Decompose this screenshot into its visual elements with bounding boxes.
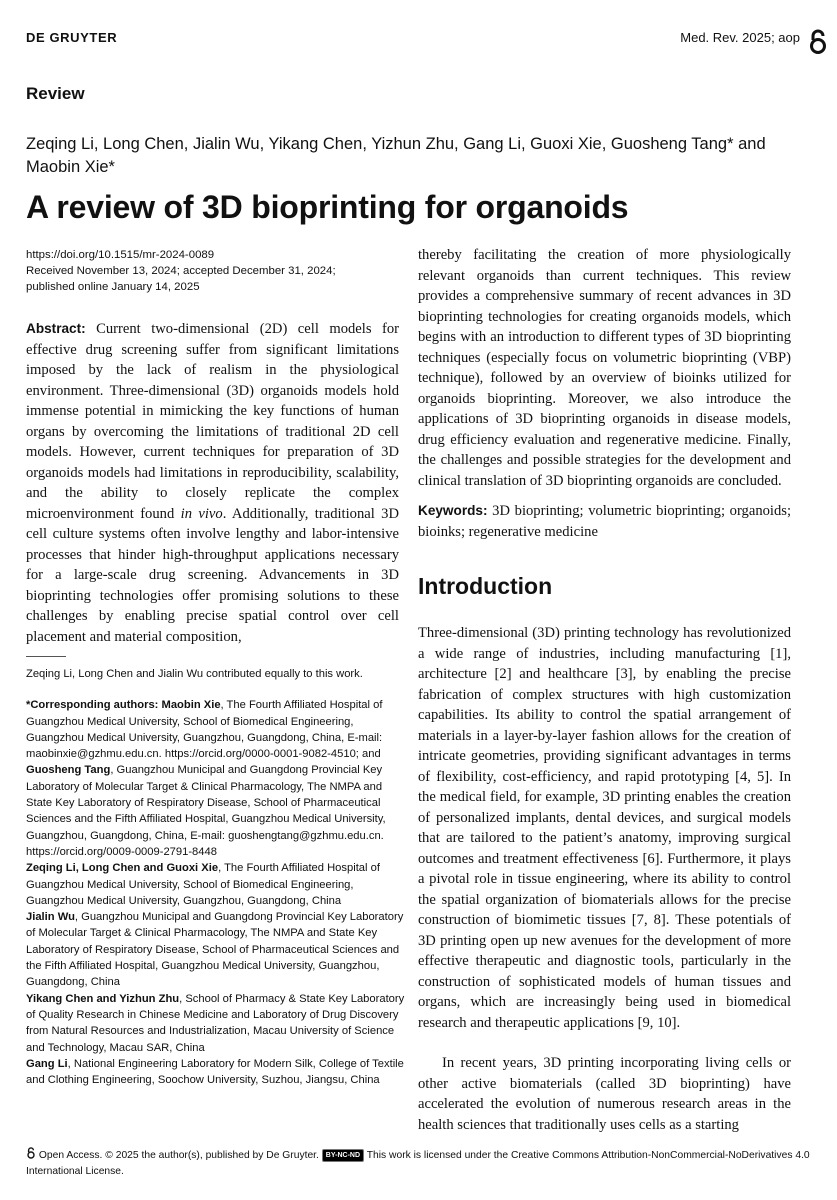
affiliation-1 (26, 860, 406, 909)
article-title: A review of 3D bioprinting for organoids (26, 189, 629, 225)
affiliation-3 (26, 991, 406, 1056)
abstract-label: Abstract: (26, 321, 86, 336)
corresponding-label: *Corresponding authors: Maobin Xie (26, 699, 221, 712)
article-metadata (26, 247, 396, 295)
license-text: This work is licensed under the Creative Commons Attribution-NonCommercial-NoDerivatives 4.0 International License. (26, 1150, 810, 1177)
affiliation-1-names: Zeqing Li, Long Chen and Guoxi Xie (26, 862, 219, 875)
tang-name: Guosheng Tang (26, 764, 111, 777)
xie-affiliation: , The Fourth Affiliated Hospital of Guangzhou Medical University, School of Biomedical Engineering, Guangzhou Medical University, Guangzhou, Guangdong, China, E-mail: maobinxie@gzhmu.edu.cn. https://orcid.org/0000-0001-9082-4510; (26, 699, 383, 761)
abstract-text-1: Current two-dimensional (2D) cell models for effective drug screening suffer from significant limitations imposed by the lack of realism in the physiological environment. Three-dimensional (3D) organoids models hold immense potential in mimicking the key functions of human organs by overcoming the limitations of traditional 2D cell models. However, current techniques for preparation of 3D organoids models had limitations in reproducibility, scalability, and the ability to closely replicate the complex microenvironment found (26, 321, 399, 522)
publisher-name: DE GRUYTER (26, 30, 118, 45)
article-type: Review (26, 84, 85, 103)
published-date: published online January 14, 2025 (26, 281, 200, 293)
license-notice (26, 1147, 816, 1180)
and-text: and (362, 748, 381, 761)
abstract-italic: in vivo (180, 505, 223, 522)
affiliation-1-text: , The Fourth Affiliated Hospital of Guangzhou Medical University, School of Biomedical Engineering, Guangzhou Medical University, Guangzhou, Guangdong, China (26, 862, 380, 907)
author-list: Zeqing Li, Long Chen, Jialin Wu, Yikang Chen, Yizhun Zhu, Gang Li, Guoxi Xie, Guosheng Tang* and Maobin Xie* (26, 135, 766, 176)
affiliation-4-names: Gang Li (26, 1057, 68, 1070)
affiliation-4-text: , National Engineering Laboratory for Modern Silk, College of Textile and Clothing Engineering, Soochow University, Suzhou, Jiangsu, China (26, 1057, 404, 1087)
open-access-icon (807, 29, 829, 55)
affiliation-2 (26, 909, 406, 990)
affiliation-3-text: , School of Pharmacy & State Key Laboratory of Quality Research in Chinese Medicine and Laboratory of Drug Discovery from Natural Resources and Industrialization, Macau University of Science and Technology, Macau SAR, China (26, 992, 405, 1054)
affiliation-2-text: , Guangzhou Municipal and Guangdong Provincial Key Laboratory of Molecular Target & Clinical Pharmacology, The NMPA and State Key Laboratory of Respiratory Disease, School of Pharmaceutical Sciences and the Fifth Affiliated Hospital, Guangzhou Medical University, Guangzhou, Guangdong, China (26, 911, 404, 989)
equal-contribution-note: Zeqing Li, Long Chen and Jialin Wu contributed equally to this work. (26, 668, 363, 680)
introduction-paragraph-1: Three-dimensional (3D) printing technology has revolutionized a wide range of industries, including manufacturing [1], architecture [2] and healthcare [3], by enabling the precise fabrication of complex structures with high customization capabilities. Its ability to control the spatial arrangement of materials in a layer-by-layer fashion allows for the creation of intricate geometries, providing significant advantages in terms of flexibility, cost-efficiency, and rapid prototyping [4, 5]. In the medical field, for example, 3D printing enables the creation of personalized implants, dental devices, and surgical models that are tailored to the patient’s anatomy, improving surgical outcomes and treatment effectiveness [6]. Furthermore, it plays a pivotal role in tissue engineering, where its ability to control the spatial organization of biomaterials allows for the precise construction of biomimetic tissues [7, 8]. These potentials of 3D printing open up new avenues for the development of more effective therapeutic and diagnostic tools, particularly in the construction of sophisticated models of human tissues and organs, which are increasingly being used in biomedical research and therapeutic applications [9, 10]. (418, 625, 791, 1031)
tang-affiliation: , Guangzhou Municipal and Guangdong Provincial Key Laboratory of Molecular Target & Clinical Pharmacology, The NMPA and State Key Laboratory of Respiratory Disease, School of Pharmaceutical Sciences and the Fifth Affiliated Hospital, Guangzhou Medical University, Guangzhou, Guangdong, China, E-mail: guoshengtang@gzhmu.edu.cn. https://orcid.org/0009-0009-2791-8448 (26, 764, 386, 858)
keywords-label: Keywords: (418, 503, 488, 518)
license-prefix: Open Access. © 2025 the author(s), published by De Gruyter. (38, 1150, 319, 1161)
footnotes (26, 666, 406, 1088)
abstract-left (26, 319, 399, 647)
corresponding-authors (26, 697, 406, 860)
introduction-paragraph-2: In recent years, 3D printing incorporating living cells or other active biomaterials (called 3D bioprinting) have accelerated the evolution of numerous research areas in the health sciences that traditionally uses cells as a starting (418, 1055, 791, 1133)
affiliation-3-names: Yikang Chen and Yizhun Zhu (26, 992, 180, 1005)
introduction-heading: Introduction (418, 573, 553, 599)
open-access-small-icon (26, 1147, 36, 1159)
abstract-right: thereby facilitating the creation of more physiologically relevant organoids than current techniques. This review provides a comprehensive summary of recent advances in 3D bioprinting technologies for creating organoids models, which begins with an introduction to different types of 3D bioprinting techniques (especially focus on volumetric bioprinting (VBP) technique), followed by an overview of bioinks utilized for organoids bioprinting. Moreover, we also introduce the applications of 3D bioprinting organoids in disease models, drug efficiency evaluation and regenerative medicine. Finally, the challenges and possible strategies for the development and clinical translation of 3D bioprinting organoids are concluded. (418, 247, 791, 489)
footnote-divider (26, 656, 66, 657)
keywords-text: 3D bioprinting; volumetric bioprinting; organoids; bioinks; regenerative medicine (418, 503, 791, 540)
journal-citation: Med. Rev. 2025; aop (680, 30, 800, 45)
keywords (418, 501, 791, 542)
cc-license-badge[interactable]: BY-NC-ND (322, 1149, 364, 1162)
affiliation-2-names: Jialin Wu (26, 911, 75, 924)
affiliation-4 (26, 1056, 406, 1089)
doi-link[interactable]: https://doi.org/10.1515/mr-2024-0089 (26, 249, 215, 261)
received-date: Received November 13, 2024; accepted December 31, 2024; (26, 265, 336, 277)
abstract-text-2: . Additionally, traditional 3D cell culture systems often involve lengthy and labor-intensive processes that hinder high-throughput applications necessary for a large-scale drug screening. Advancements in 3D bioprinting technologies offer promising solutions to these challenges by enabling precise spatial control over cell placement and material composition, (26, 505, 400, 645)
